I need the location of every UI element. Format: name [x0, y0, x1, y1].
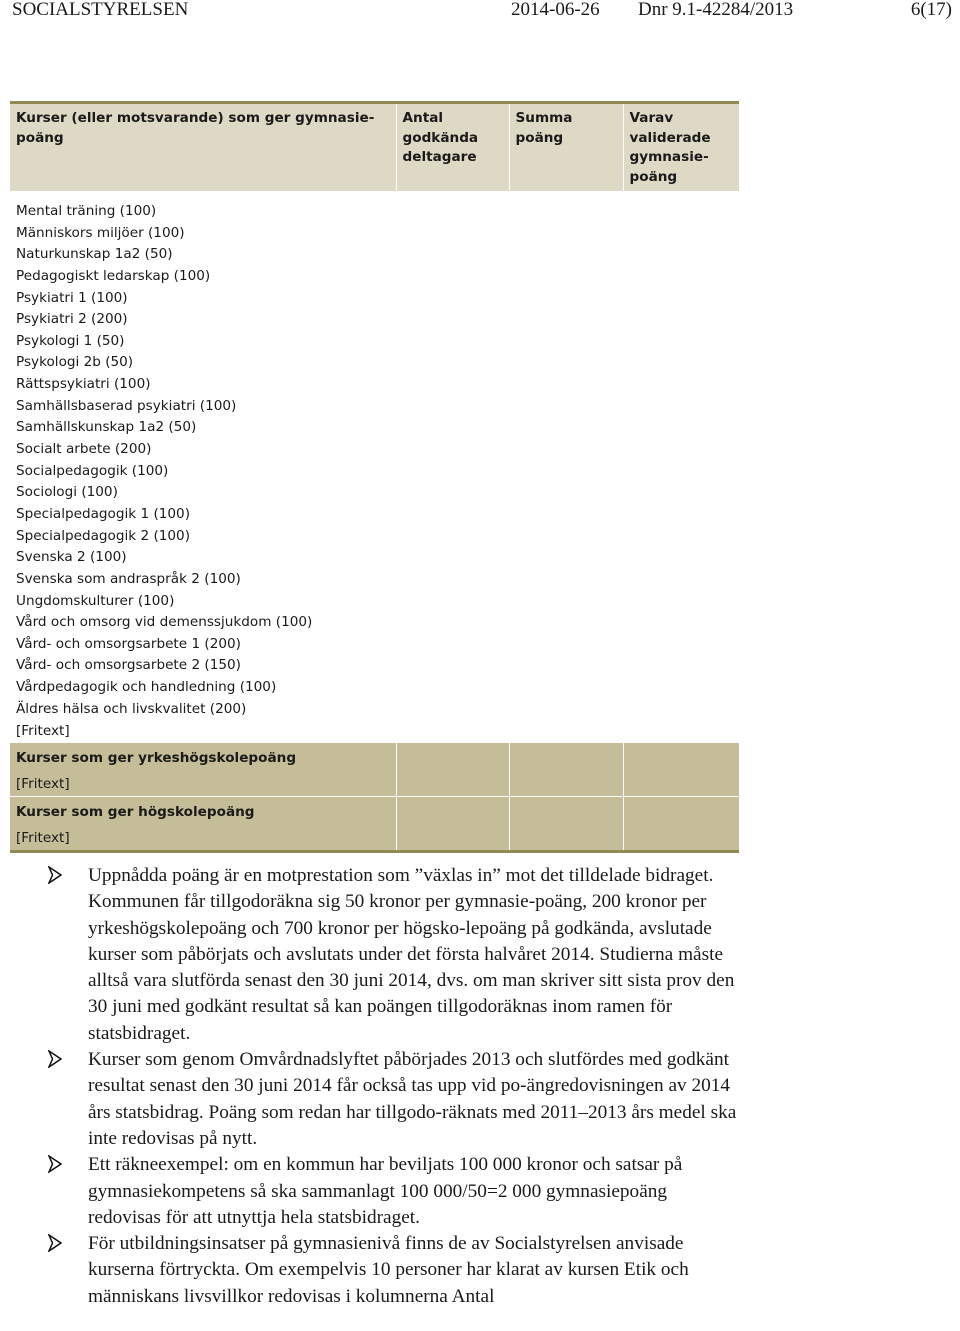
- document-date: 2014-06-26: [511, 0, 600, 20]
- yh-section-cell: [10, 743, 396, 797]
- course-item: Människors miljöer (100): [16, 224, 185, 241]
- yh-section-title: Kurser som ger yrkeshögskolepoäng: [16, 750, 297, 767]
- course-item: Vårdpedagogik och handledning (100): [16, 679, 277, 696]
- arrowhead-bullet-icon: [48, 1050, 62, 1068]
- hs-section-cell: [10, 797, 396, 852]
- arrowhead-bullet-icon: [48, 1234, 62, 1252]
- course-item: Äldres hälsa och livskvalitet (200): [16, 700, 247, 717]
- course-item: Rättspsykiatri (100): [16, 376, 151, 393]
- course-list-cell: [10, 191, 396, 743]
- course-item: Psykiatri 2 (200): [16, 311, 128, 328]
- yh-section-row: [10, 743, 739, 797]
- yh-participants-cell[interactable]: [396, 743, 509, 797]
- hs-validated-points-cell[interactable]: [623, 797, 739, 852]
- bullet-text: För utbildningsinsatser på gymnasienivå finns de av Socialstyrelsen anvisade kurserna förtryckta. Om exempelvis 10 personer har klarat av kursen Etik och människans livsvillkor redovisas i kolumnerna Antal: [88, 1233, 689, 1307]
- bullet-item: [48, 1047, 738, 1152]
- arrowhead-bullet-icon: [48, 1155, 62, 1173]
- validated-points-cell[interactable]: [623, 191, 739, 743]
- column-header-courses: Kurser (eller motsvarande) som ger gymnasie-poäng: [10, 103, 396, 192]
- bullet-text: Ett räkneexempel: om en kommun har beviljats 100 000 kronor och satsar på gymnasiekompetens så ska sammanlagt 100 000/50=2 000 gymnasiepoäng redovisas för att utnyttja hela statsbidraget.: [88, 1154, 683, 1228]
- organization-name: SOCIALSTYRELSEN: [12, 0, 189, 20]
- course-item: Svenska som andraspråk 2 (100): [16, 570, 241, 587]
- hs-section-title: Kurser som ger högskolepoäng: [16, 804, 255, 821]
- hs-fritext[interactable]: [Fritext]: [16, 830, 70, 847]
- page-number: 6(17): [910, 0, 952, 20]
- course-item: Ungdomskulturer (100): [16, 592, 175, 609]
- total-points-cell[interactable]: [509, 191, 623, 743]
- course-item: Naturkunskap 1a2 (50): [16, 246, 173, 263]
- course-item: Vård- och omsorgsarbete 2 (150): [16, 657, 241, 674]
- yh-total-points-cell[interactable]: [509, 743, 623, 797]
- course-item: Socialpedagogik (100): [16, 462, 169, 479]
- hs-section-row: [10, 797, 739, 852]
- course-item: Psykiatri 1 (100): [16, 289, 128, 306]
- bullet-item: [48, 863, 738, 1047]
- hs-participants-cell[interactable]: [396, 797, 509, 852]
- course-item: Pedagogiskt ledarskap (100): [16, 267, 211, 284]
- bullet-item: [48, 1152, 738, 1231]
- bullet-list: [48, 863, 738, 1310]
- course-item: Svenska 2 (100): [16, 549, 127, 566]
- arrowhead-bullet-icon: [48, 866, 62, 884]
- bullet-text: Kurser som genom Omvårdnadslyftet påbörjades 2013 och slutfördes med godkänt resultat senast den 30 juni 2014 får också tas upp vid po-ängredovisningen av 2014 års statsbidrag. Poäng som redan har tillgodo-räknats med 2011–2013 års medel ska inte redovisas på nytt.: [88, 1049, 737, 1149]
- course-item: Psykologi 1 (50): [16, 332, 125, 349]
- yh-validated-points-cell[interactable]: [623, 743, 739, 797]
- course-list: [16, 201, 390, 720]
- column-header-total-points: Summa poäng: [509, 103, 623, 192]
- column-header-approved-participants: Antal godkända deltagare: [396, 103, 509, 192]
- bullet-item: [48, 1231, 738, 1310]
- course-item: Samhällskunskap 1a2 (50): [16, 419, 197, 436]
- course-points-table: [10, 101, 739, 853]
- course-item: Samhällsbaserad psykiatri (100): [16, 397, 237, 414]
- approved-participants-cell[interactable]: [396, 191, 509, 743]
- course-item: Vård och omsorg vid demenssjukdom (100): [16, 614, 313, 631]
- course-item: Sociologi (100): [16, 484, 118, 501]
- gymnasium-fritext[interactable]: [Fritext]: [16, 723, 70, 740]
- course-item: Psykologi 2b (50): [16, 354, 134, 371]
- course-item: Specialpedagogik 1 (100): [16, 505, 190, 522]
- hs-total-points-cell[interactable]: [509, 797, 623, 852]
- course-item: Vård- och omsorgsarbete 1 (200): [16, 635, 241, 652]
- course-item: Socialt arbete (200): [16, 441, 152, 458]
- column-header-validated-points: Varav validerade gymnasie-poäng: [623, 103, 739, 192]
- course-list-row: [10, 191, 739, 743]
- document-number: Dnr 9.1-42284/2013: [638, 0, 794, 20]
- bullet-text: Uppnådda poäng är en motprestation som ”växlas in” mot det tilldelade bidraget. Kommunen får tillgodoräkna sig 50 kronor per gymnasie-poäng, 200 kronor per yrkeshögskolepoäng och 700 kronor per högsko-lepoäng på godkända, avslutade kurser som påbörjats och avslutats under det första halvåret 2014. Studierna måste alltså vara slutförda senast den 30 juni 2014, dvs. om man skriver sitt sista prov den 30 juni med godkänt resultat så kan poängen tillgodoräknas inom ramen för statsbidraget.: [88, 865, 735, 1044]
- yh-fritext[interactable]: [Fritext]: [16, 776, 70, 793]
- table-header-row: [10, 103, 739, 192]
- page-header: [0, 0, 960, 22]
- course-item: Specialpedagogik 2 (100): [16, 527, 190, 544]
- course-item: Mental träning (100): [16, 203, 157, 219]
